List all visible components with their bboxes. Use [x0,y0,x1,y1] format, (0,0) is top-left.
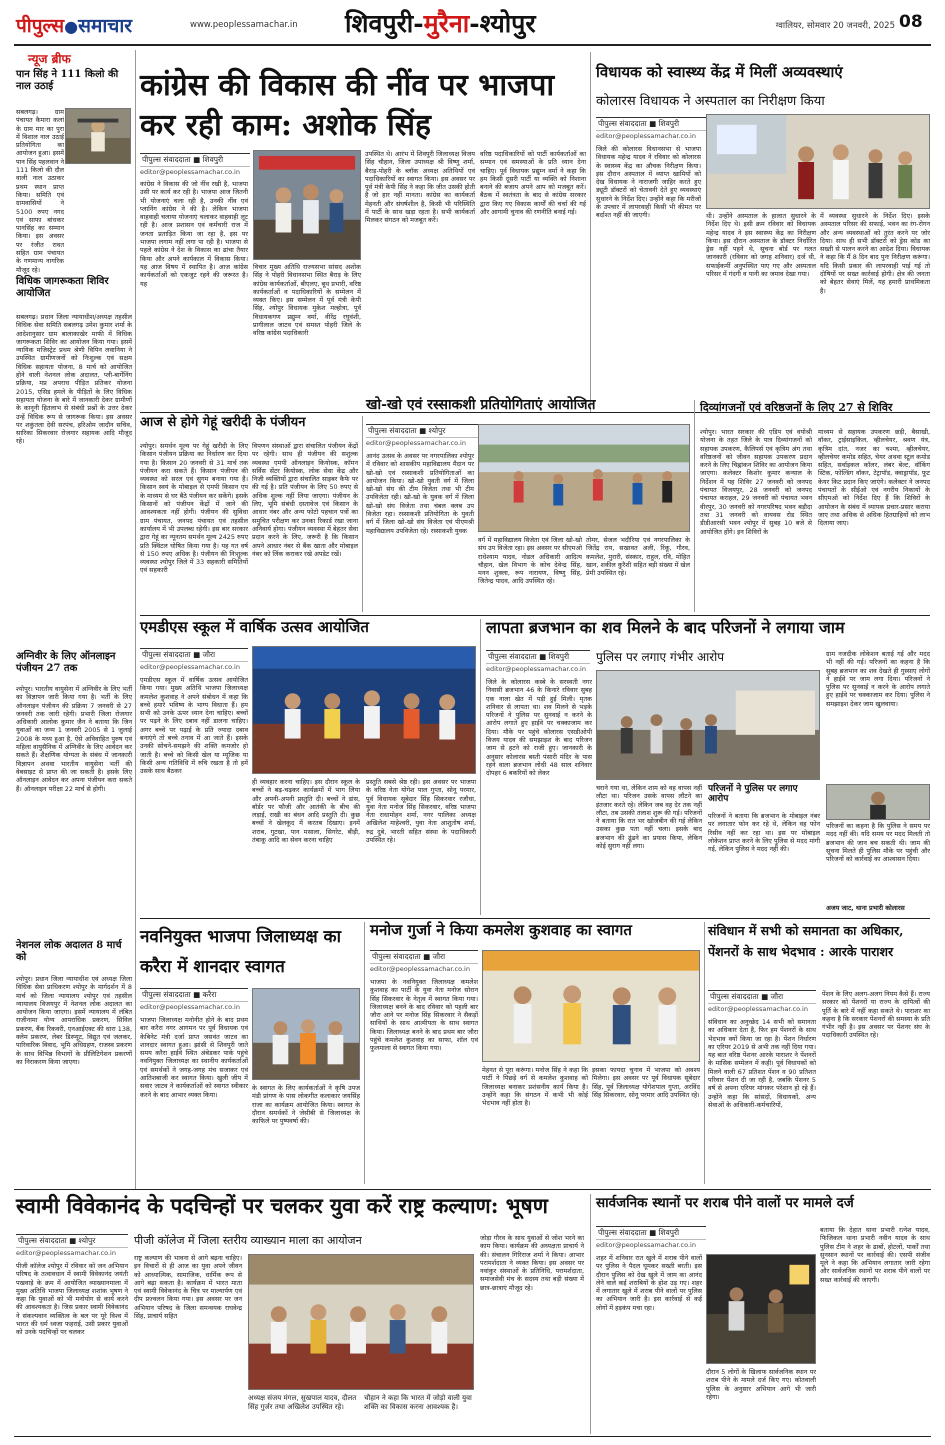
logo-dot: ● [64,17,79,36]
const-col-2: पेंशन के लिए अलग-अलग नियम कैसे हैं। राज्य सरकार को पेंशनरों या राज्य के दायित्वों की पूर्ति के बारे में नहीं कहा सकते थे। पाराशर का कहना है कि सरकार पेंशनरों की समस्या के प्रति गंभीर नहीं है। इस अवसर पर पेंशनर संघ के पदाधिकारी उपस्थित रहे। [822,990,931,1040]
kho-photo [478,424,690,532]
kho-byline: पीपुल्स संवाददाता ■ श्योपुर [366,424,478,438]
kho-headline: खो-खो एवं रस्साकशी प्रतियोगिताएं आयोजित [366,397,596,413]
lead-col-1: कांग्रेस ने विकास की जो नींव रखी है, भाजपा उसी पर कार्य कर रही है। भाजपा आज जितनी भी योजनाएं चला रही है, उनकी नींव एवं प्लानिंग कांग्रेस ने की है। लेकिन भाजपा वाहवाही चलाया योजनाएं चलाकर वाहवाही लूट रही है। आज प्रशासन एवं कर्मचारी राज में जनता प्रताड़ित किया जा रहा है, इस पर भाजपा लगाम नहीं लगा पा रही है। भाजपा से पहले कांग्रेस ने देश के विकास का ढांचा तैयार किया और अपने कार्यकाल में विकास किया। यह आज विषय में स्थापित है। आज कांग्रेस कार्यकर्ताओं को एकजुट रहने की जरूरत है। यह [140,180,248,288]
bjp-email[interactable]: editor@peoplessamachar.co.in [140,1003,240,1011]
mds-photo [252,646,476,774]
body-col-3: ग्राम नजदीक लोकेशन बताई गई और मदद भी नहीं की गई। परिजनों का कहना है कि सुबह ब्रजभान का शव देखते ही गुस्साए लोगों ने हाईवे पर जाम लगा दिया। परिजनों ने पुलिस पर सुनवाई न करने के आरोप लगाते हुए हाईवे पर चक्काजाम कर दिया। पुलिस ने समझाइश देकर जाम खुलवाया। [826,650,930,708]
manoj-divider [704,922,705,1184]
brand-logo[interactable] [16,12,196,38]
kho-col-1: आनंद उत्सव के अवसर पर नगरपालिका श्योपुर में रविवार को शासकीय महाविद्यालय मैदान पर खो-खो एवं रस्साकशी प्रतियोगिताओं का आयोजन किया। खो-खो युवती वर्ग में जिला खो-खो संघ की टीम विजेता तथा भी टीम उपविजेता रही। खो-खो के युवक वर्ग में जिला खो-खो संघ विजेता तथा चंबल क्लब उप विजेता रहा। रस्साकशी प्रतियोगिता के युवती वर्ग में जिला खो-खो संघ विजेता एवं पीएमश्री महाविद्यालय उपविजेता रहे। रस्साकशी युवक [366,452,474,535]
manoj-photo [482,950,700,1062]
brand-name-2: समाचार [78,15,133,37]
lead-col-3: उपस्थित थे। आरंभ में शिवपुरी जिलाध्यक्ष विजय सिंह चौहान, जिला उपाध्यक्ष श्री विष्णु शर्मा, बैराड़-पोहरी के ब्लॉक अध्यक्ष अतिथियों एवं पदाधिकारियों का स्वागत किया। इस अवसर पर पूर्व मंत्री केपी सिंह ने कहा कि जीत उसकी होती है जो हार नहीं मानता। कांग्रेस का कार्यकर्ता मेहनती और संघर्षशील है, किसी भी परिस्थिति में पार्टी के साथ खड़ा रहता है। सभी कार्यकर्ता मिलकर संगठन को मजबूत करें। [365,150,475,225]
body-col-1: जिले के कोलारस कस्बे के सरस्वती नगर निवासी ब्रजभान 46 के किनारे रविवार सुबह एक नाला खेत में पड़ी हुई मिली। मृतक शनिवार से लापता था। शव मिलने से भड़के परिजनों ने पुलिस पर सुनवाई न करने के आरोप लगाते हुए हाईवे पर चक्काजाम कर दिया। मौके पर पहुंचे कोलारस एसडीओपी विजय यादव की समझाइश के बाद परिजन जाम से हटने को राजी हुए। जानकारी के अनुसार कोलारस बस्ती पंसारी मंदिर के पास रहने वाला ब्रजभान लोधी 48 साल शनिवार दोपहर 6 बकरियों को लेकर [486,678,592,778]
lead-headline: कांग्रेस की विकास की नींव पर भाजपा कर रही काम: अशोक सिंह [140,68,555,143]
mds-byline: पीपुल्स संवाददाता ■ जौरा [140,648,248,662]
section-title [345,8,615,42]
vivek-caption-2: चौहान ने कहा कि भारत में जोड़ो वाली युवा शक्ति का विकास करना आवश्यक है। [364,1394,472,1411]
brief-2-body: सबलगढ़। प्रधान जिला न्यायाधीश/अध्यक्ष तहसील विधिक सेवा समिति सबलगढ़ उमेश कुमार शर्मा के आदेशानुसार ग्राम बालाकाखेर माफी में विधिक जागरूकता शिविर का आयोजन किया गया। इसमें न्यायिक मजिस्ट्रेट प्रथम श्रेणी विपिन लवानिया ने उपस्थित ग्रामीणजनों को निःशुल्क एवं सक्षम विधिक सहायता योजना, 8 मार्च को आयोजित होने वाली नेशनल लोक अदालत, प्ली-बार्गेनिंग प्रक्रिया, मप्र अपराध पीड़ित प्रतिकर योजना 2015, एसिड हमले के पीड़ितों के लिए विधिक सहायता योजना के बारे में जानकारी देकर ग्रामीणों के कानूनी हितलाभ से संबंधी प्रश्नों के उत्तर देकर उन्हें विधिक रूप से जागरूक किया। इस अवसर पर शकुंतला देवी सरपंच, हरिओम जादौन सचिव, सारिका सिकरवार रोजगार सहायक आदि मौजूद रहे। [16,313,132,446]
manoj-col-3: इसका फायदा चुनाव में भाजपा को अवश्य मिलेगा। इस अवसर पर पूर्व विधायक सूबेदार सिंह, पूर्व जिलाध्यक्ष योगेशपाल गुप्ता, अरविंद सिंह सिकरवार, सोनू परमार आदि उपस्थित रहे। [592,1066,700,1099]
vivek-headline: स्वामी विवेकानंद के पदचिन्हों पर चलकर युवा करें राष्ट्र कल्याण: भूषण [16,1193,548,1218]
vivek-byline: पीपुल्स संवाददाता ■ श्योपुर [16,1234,128,1248]
body-sidebar-head: परिजनों ने पुलिस पर लगाए आरोप [708,784,798,805]
lead-email[interactable]: editor@peoplessamachar.co.in [140,168,240,176]
brief-2-headline: विधिक जागरूकता शिविर आयोजित [16,276,109,299]
vivek-col-2: राष्ट्र कल्याण की भावना से आगे बढ़ना चाहिए। इन विचारों से ही आज का युवा अपने जीवन को आध्यात्मिक, सामाजिक, धार्मिक रूप से आगे बढ़ा सकता है। कार्यक्रम में भारत माता एवं स्वामी विवेकानंद के चित्र पर माल्यार्पण एवं दीप प्रज्वलन किया गया। इस अवसर पर जन अभियान परिषद के जिला समन्वयक राघवेन्द्र सिंह, प्राचार्य सहित [134,1254,242,1321]
masthead-rule [14,44,931,46]
body-subhead: पुलिस पर लगाए गंभीर आरोप [596,650,725,664]
body-sidebar [708,784,820,914]
row-rule-3 [140,918,930,919]
brief-3-body: श्योपुर। भारतीय वायुसेना में अग्निवीर के लिए भर्ती का विज्ञापन जारी किया गया है। भर्ती के लिए ऑनलाइन पंजीयन की प्रक्रिया 7 जनवरी से 27 जनवरी तक जारी रहेगी। प्रभारी जिला रोजगार अधिकारी आलोक कुमार जैन ने बताया कि जिन युवाओं का जन्म 1 जनवरी 2005 से 1 जुलाई 2008 के मध्य हुआ है, ऐसे अविवाहित पुरुष एवं महिला वायुसैनिक में अग्निवीर के लिए आवेदन कर सकते हैं। शैक्षणिक योग्यता के संबंध में जानकारी विज्ञापन अथवा भारतीय वायुसेना भर्ती की वेबसाइट से प्राप्त की जा सकती है। इसके लिए ऑनलाइन आवेदन कर अपना पंजीयन करा सकते हैं। ऑनलाइन परीक्षा 22 मार्च से होगी। [16,685,132,793]
brief-4-headline: नेशनल लोक अदालत 8 मार्च को [16,940,122,963]
body-email[interactable]: editor@peoplessamachar.co.in [486,665,586,673]
vivek-col-1: पीजी कॉलेज श्योपुर में रविवार को जन अभियान परिषद के तत्वावधान में स्वामी विवेकानंद जयंती पखवाड़े के क्रम में आयोजित व्याख्यानमाला में मुख्य अतिथि भाजपा जिलाध्यक्ष शशांक भूषण ने कहा कि युवाओं को भी मनोयोग से कार्य करने की आवश्यकता है। जिस प्रकार स्वामी विवेकानंद ने संकल्पवान व्यक्तित्व के बल पर पूरे विश्व में भारत की धर्म ध्वजा फहराई, उसी प्रकार युवाओं को उनके पदचिन्हों पर चलकर [16,1262,128,1337]
vivek-caption-1: अध्यक्ष संजय मंगल, सुखपाल यादव, दौलत सिंह गुर्जर तथा अखिलेश उपस्थित रहे। [248,1394,357,1411]
manoj-email[interactable]: editor@peoplessamachar.co.in [370,965,470,973]
kho-divider [694,400,695,612]
body-headline: लापता ब्रजभान का शव मिलने के बाद परिजनों ने लगाया जाम [486,618,845,637]
region-morena: मुरैना [423,9,470,38]
vivek-divider [590,1194,591,1434]
bjp-byline: पीपुल्स संवाददाता ■ करैरा [140,988,248,1002]
body-photo [596,670,820,780]
bjp-headline: नवनियुक्त भाजपा जिलाध्यक्ष का करैरा में शानदार स्वागत [140,927,342,977]
brief-tag: न्यूज ब्रीफ [28,52,71,66]
camp-col-1: श्योपुर। भारत सरकार की एडिप एवं वयोश्री योजना के तहत जिले के पात्र दिव्यांगजनों को सहायक उपकरण, कैलिपर्स एवं कृत्रिम अंग तथा वरिष्ठजनों को जीवन सहायक उपकरण प्रदान करने के लिए चिह्नांकन शिविर का आयोजन किया जाएगा। कलेक्टर किशोर कुमार कन्याल के निर्देशन में यह शिविर 27 जनवरी को जनपद पंचायत विजयपुर, 28 जनवरी को जनपद पंचायत कराहल, 29 जनवरी को पंचायत भवन वीरपुर, 30 जनवरी को नगरपरिषद भवन बड़ौदा तथा 31 जनवरी को वायवस रोड स्थित डीडीआरसी भवन श्योपुर में सुबह 10 बजे से आयोजित होंगे। इन शिविरों के [700,428,813,536]
mds-email[interactable]: editor@peoplessamachar.co.in [140,663,240,671]
bjp-photo [252,988,360,1080]
page-number: 08 [899,12,923,32]
vivek-email[interactable]: editor@peoplessamachar.co.in [16,1249,116,1257]
vivek-subhead: पीजी कॉलेज में जिला स्तरीय व्याख्यान माला का आयोजन [134,1234,362,1247]
brief-1-headline: पान सिंह ने 111 किलो की नाल उठाई [16,69,119,92]
wheat-headline: आज से होगे गेहूं खरीदी के पंजीयन [140,415,306,430]
mds-headline: एमडीएस स्कूल में वार्षिक उत्सव आयोजित [140,618,369,636]
wheat-col-2: विपणन संस्थाओं द्वारा संचालित पंजीयन केंद्रों पर रहेगी। साथ ही पंजीयन की सशुल्क व्यवस्था एमपी ऑनलाइन कियोस्क, कॉमन सर्विस सेंटर कियोस्क, लोक सेवा केंद्र और निजी व्यक्तियों द्वारा संचालित साइबर कैफे पर की गई है। प्रति पंजीयन के लिए 50 रुपए से अधिक शुल्क नहीं लिया जाएगा। पंजीयन के लिए, भूमि संबंधी दस्तावेज एवं किसान के आधार नंबर और अन्य फोटो पहचान पत्रों का समुचित परीक्षण कर उनका रिकार्ड रखा जाना अनिवार्य होगा। पंजीयन व्यवस्था में बेहतर सेवा प्रदान करने के लिए, जरूरी है कि किसान अपने आधार नंबर से बैंक खाता और मोबाइल नंबर को लिंक कराकर रखे अपडेट रखें। [252,442,358,558]
brief-1-body: सबलगढ़। ग्राम पंचायत कैमारा कलां के ग्राम मार का पुरा में विशाल नाल उठाई प्रतियोगिता का आयोजन हुआ। इसमें पान सिंह पहलवान ने 111 किलो की दौल वाली नाल उठाकर प्रथम स्थान प्राप्त किया। समिति एवं ग्रामवासियों ने 5100 रुपए नगद एवं साफा बांधकर पानसिंह का सम्मान किया। इस अवसर पर रंजीत रावत सहित ग्राम पंचायत के गणमान्य नागरिक मौजूद रहे। [16,108,64,274]
row-rule-4 [14,1189,931,1190]
bjp-col-2: के स्वागत के लिए कार्यकर्ताओं ने कृषि उपज मंडी प्रांगण के पास लोकगीत कलाकार जयसिंह राजा का कार्यक्रम आयोजित किया। स्वागत के दौरान समर्थकों ने जेसीबी से जिलाध्यक्ष के काफिले पर पुष्पवर्षा की। [252,1084,360,1126]
mds-col-2: ही व्यवहार करना चाहिए। इस दौरान स्कूल के बच्चों ने बढ़-चढ़कर कार्यक्रमों में भाग लिया और अपनी-अपनी प्रस्तुति दी। बच्चों ने डांस, बॉर्डर पर फौजी और आतंकी के बीच की लड़ाई, राखी का बंधन आदि प्रस्तुति दी। कुछ बच्चों ने खेलकूद में करतब दिखाए। इनमें शराब, गुटखा, पान मसाला, सिगरेट, बीड़ी, तंबाकू आदि का सेवन करना चाहिए [252,778,360,845]
lead-photo [253,150,361,260]
vivek-col-3: जोड़ा गौरव के साथ युवाओं से जोश भरने का काम किया। कार्यक्रम की अध्यक्षता प्राचार्य ने की। संचालन गिरिराज शर्मा ने किया। आभार परामर्शदाता ने व्यक्त किया। इस अवसर पर नवांकुर संस्थाओं के प्रतिनिधि, परामर्शदाता, समाजसेवी मंच के सदस्य तथा बड़ी संख्या में छात्र-छात्राएं मौजूद रहे। [480,1234,584,1292]
hosp-email[interactable]: editor@peoplessamachar.co.in [596,132,696,140]
brief-1-photo [65,108,131,164]
liquor-col-2: दौरान 5 लोगों के खिलाफ सार्वजनिक स्थान पर शराब पीने के मामले दर्ज किए गए। कोतवाली पुलिस के अनुसार अभियान आगे भी जारी रहेगा। [706,1368,816,1401]
vivek-photo [248,1254,474,1390]
hosp-subhead: कोलारस विधायक ने अस्पताल का निरीक्षण किया [596,94,825,109]
mds-col-3: प्रस्तुति सबसे श्रेष्ठ रही। इस अवसर पर भाजपा के वरिष्ठ नेता योगेश पाल गुप्ता, सोनू परमार, पूर्व विधायक सूबेदार सिंह सिकरवार रजौधा, युवा नेता मनोज सिंह सिकरवार, वरिष्ठ भाजपा नेता राधामोहन शर्मा, नगर पालिका अध्यक्ष अखिलेश माहेश्वरी, युवा नेता आशुतोष शर्मा, रुद्र दुबे, भारती सहित संस्था के पदाधिकारी उपस्थित रहे। [366,778,476,845]
brand-name: पीपुल्स [16,15,65,37]
camp-headline: दिव्यांगजनों एवं वरिष्ठजनों के लिए 27 से शिविर [700,401,893,414]
liquor-photo [706,1254,816,1364]
body-byline: पीपुल्स संवाददाता ■ शिवपुरी [486,650,590,664]
site-url[interactable]: www.peoplessamachar.in [190,20,298,30]
const-email[interactable]: editor@peoplessamachar.co.in [708,1005,808,1013]
footer-rule [14,1436,931,1437]
kho-col-3: तोमर, सेजल भदौरिया एवं नगरपालिका के जितेंद्र राय, सखावत अली, रिंकू, गौरव, कमलेश, मुरारी, संस्कार, राहुल, रवि, मोहित खान, शकील कुरैशी सहित बड़ी संख्या में खेल प्रेमी उपस्थित रहे। [586,536,690,578]
dateline: ग्वालियर, सोमवार 20 जनवरी, 2025 [775,21,895,31]
brief-divider [135,50,136,1190]
liquor-byline: पीपुल्स संवाददाता ■ शिवपुरी [596,1226,706,1240]
brief-4-body: श्योपुर। प्रधान जिला न्यायाधीश एवं अध्यक्ष जिला विधिक सेवा प्राधिकरण श्योपुर के मार्गदर्शन में 8 मार्च को जिला न्यायालय श्योपुर एवं तहसील न्यायालय विजयपुर में नेशनल लोक अदालत का आयोजन किया जाएगा। इसमें न्यायालय में लंबित राजीनामा योग्य आपराधिक प्रकरण, सिविल प्रकरण, बैंक रिकवरी, एनआईएक्ट की धारा 138, क्लेम प्रकरण, लेबर डिस्प्यूट, विद्युत एवं जलकर, पारिवारिक विवाद, भूमि अधिग्रहण, राजस्व प्रकरण के साथ विभिन्न विभागों के प्रीलिटिगेशन प्रकरणों का निराकरण किया जाएगा। [16,975,132,1066]
camp-col-2: माध्यम से सहायक उपकरण छड़ी, बैसाखी, वॉकर, ट्राईसाइकिल, व्हीलचेयर, श्रवण यंत्र, कृत्रिम दांत, नजर का चश्मा, व्हीलचेयर, व्हीलचेयर कमोड सहित, चेयर अथवा स्टूल कमोड सहित, सर्वाइकल कॉलर, लंबर बेल्ट, वॉकिंग स्टिक, फोल्डिंग वॉकर, टेट्रापॉड, क्वाड्रापॉड, फूट केयर किट प्रदान किए जाएंगे। कलेक्टर ने जनपद पंचायतों के सीईओ एवं नगरीय निकायों के सीएमओ को निर्देश दिए हैं कि शिविरों के आयोजन के संबंध में व्यापक प्रचार-प्रसार कराया जाए तथा अधिक से अधिक हितग्राहियों को लाभ दिलाया जाए। [818,428,930,528]
kho-email[interactable]: editor@peoplessamachar.co.in [366,439,466,447]
manoj-col-2: मेहनत से पूरा करूंगा। मनोज सिंह ने कहा कि पार्टी ने पिछड़े वर्ग से कमलेश कुशवाह को जिलाध्यक्ष बनाकर प्रशंसनीय कार्य किया है। उन्होंने कहा कि संगठन में कभी भी कोई भेदभाव नहीं होता है। [482,1066,588,1108]
body-col-4: परिजनों का कहना है कि पुलिस ने समय पर मदद नहीं की। यदि समय पर मदद मिलती तो ब्रजभान की जान बच सकती थी। जाम की सूचना मिलते ही पुलिस मौके पर पहुंची और परिजनों को कार्रवाई का आश्वासन दिया। [826,822,930,864]
lead-col-5: जिले की कोलारस विधानसभा से भाजपा विधायक महेन्द्र यादव ने रविवार को कोलारस के स्वास्थ्य केंद्र का औचक निरीक्षण किया। इस दौरान अस्पताल में व्याप्त खामियों को देख विधायक ने नाराजगी जाहिर करते हुए ड्यूटी डॉक्टरों को चेतावनी देते हुए व्यवस्थाएं सुधारने के निर्देश दिए। उन्होंने कहा कि मरीजों के उपचार में लापरवाही किसी भी कीमत पर बर्दाश्त नहीं की जाएगी। [596,145,701,220]
liquor-email[interactable]: editor@peoplessamachar.co.in [596,1241,696,1249]
liquor-headline: सार्वजनिक स्थानों पर शराब पीने वालों पर मामले दर्ज [596,1195,854,1211]
hosp-photo [706,114,930,209]
region-sheopur: -श्योपुर [469,9,536,38]
lead-divider [590,52,591,412]
row-rule-2 [140,615,930,616]
hosp-col-2: में व्यवस्था सुधारने के निर्देश दिए। इसके अस्पताल परिसर की सफाई, भवन का रंग-रोगन और अन्य व्यवस्थाओं को तुरंत करने पर जोर दिया। साथ ही सभी डॉक्टरों को ड्रेस कोड का सख्ती से पालन करने का आदेश दिया। विधायक ने कहा कि मैं 8 दिन बाद पुनः निरीक्षण करूंगा। यदि किसी प्रकार की लापरवाही पाई गई तो दोषियों पर सख्त कार्रवाई होगी। क्षेत्र की जनता को बेहतर सेवाएं मिलें, यह हमारी प्राथमिकता है। [820,212,930,295]
bjp-col-1: भाजपा जिलाध्यक्ष मनोनीत होने के बाद प्रथम बार करैरा नगर आगमन पर पूर्व विधायक एवं केबिनेट मंत्री दर्जा प्राप्त जसवंत जाटव का शानदार स्वागत हुआ। झांसी से शिवपुरी जाते समय करैरा हाईवे स्थित अंबेडकर पार्क पहुंचे नवनियुक्त जिलाध्यक्ष का स्थानीय कार्यकर्ताओं एवं समर्थकों ने जगह-जगह मंच सजाकर एवं आतिशबाजी कर स्वागत किया। खुली जीप में सवार जाटव ने कार्यकर्ताओं को स्वागत स्वीकार करने के बाद आभार व्यक्त किया। [140,1016,248,1099]
hosp-byline: पीपुल्स संवाददाता ■ शिवपुरी [596,117,706,131]
manoj-byline: पीपुल्स संवाददाता ■ जौरा [370,950,478,964]
mds-divider [480,619,481,915]
lead-col-2: विचार मुख्य अतिथि राज्यसभा सांसद अशोक सिंह ने पोहरी विधानसभा स्थित बैराड़ के लिए कांग्रेस कार्यकर्ताओं, बीएलए, बूथ प्रभारी, वरिष्ठ कार्यकर्ताओं व पदाधिकारियों के सम्मेलन में व्यक्त किए। इस सम्मेलन में पूर्व मंत्री केपी सिंह, श्योपुर विधायक मुकेश मल्होत्रा, पूर्व विधायकगण प्रद्युम्न वर्मा, वीरेंद्र रघुवंशी, प्रागीलाल जाटव एवं समस्त पोहरी जिले के वरिष्ठ कांग्रेस पदाधिकारी [253,263,361,338]
hosp-col-1: थी। उन्होंने अस्पताल के हालात सुधारने के निर्देश दिए थे। इसी क्रम रविवार को विधायक महेन्द्र यादव ने इस स्वास्थ्य केंद्र का निरीक्षण किया। इस दौरान अस्पताल के डॉक्टर निर्धारित ड्रेस नहीं पहने थे, सूचना बोर्ड पर गलत जानकारी (रविवार को जगह शनिवार) दर्ज थी, सफाईकर्मी अनुपस्थित पाए गए और अस्पताल परिसर में गंदगी व पानी का जमाव देखा गया। [706,212,816,279]
const-headline: संविधान में सभी को समानता का अधिकार, पेंशनरों के साथ भेदभाव : आरके पाराशर [708,923,904,959]
manoj-headline: मनोज गुर्जा ने किया कमलेश कुशवाह का स्वागत [370,921,632,939]
liquor-col-3: बताया कि देहात थाना प्रभारी रत्नेश यादव, फिजिकल थाना प्रभारी नवीन यादव के साथ पुलिस टीम ने शहर के ढाबों, होटलों, पार्कों तथा सुनसान स्थानों पर कार्रवाई की। एसपी संजीव मूले ने कहा कि अभियान लगातार जारी रहेगा और सार्वजनिक स्थानों पर शराब पीने वालों पर सख्त कार्रवाई की जाएगी। [820,1226,930,1284]
mds-col-1: एमडीएस स्कूल में वार्षिक उत्सव आयोजित किया गया। मुख्य अतिथि भाजपा जिलाध्यक्ष कमलेश कुशवाह ने अपने संबोधन में कहा कि बच्चे हमारे भविष्य के भाग्य विधाता हैं। हम सभी को उनके ऊपर ध्यान देना चाहिए। बच्चों पर पढ़ने के लिए दबाव नहीं डालना चाहिए। अगर बच्चे पर पढ़ाई के प्रति ज्यादा दबाव बनाएंगे तो बच्चे तनाव में आ जाते हैं। इसके उनकी सोचने-समझने की शक्ति कमजोर हो जाती है। बच्चे को किसी खेल या म्यूजिक या किसी अन्य गतिविधि में रुचि रखता है तो हमें उसके साथ बैठकर [140,676,248,776]
body-photo-2 [826,784,930,820]
manoj-col-1: भाजपा के नवनियुक्त जिलाध्यक्ष कमलेश कुशवाह का पार्टी के युवा नेता मनोज सोरान सिंह सिकरवार के नेतृत्व में स्वागत किया गया। जिलाध्यक्ष बनने के बाद रविवार को पहली बार जौरा आने पर मनोज सिंह सिकरवार ने सैकड़ों साथियों के साथ आत्मीयता के साथ स्वागत किया। जिलाध्यक्ष बनने के बाद प्रथम बार जौरा पहुंचे कमलेश कुशवाह का साफा, शॉल एवं फूलमाला से स्वागत किया गया। [370,978,478,1053]
body-col-4b: अजय जाट, थाना प्रभारी कोलारस [826,904,905,912]
liquor-col-1: शहर में शनिवार रात खुले में शराब पीने वालों पर पुलिस ने पैदल घूमकर सख्ती बरती। इस दौरान पुलिस को देख खुले में जाम का आनंद लेने वाले कई शराबियों के होश उड़ गए। शहर में लगातार खुले में शराब पीने वालों पर पुलिस का अभियान जारी है। इस कार्रवाई से कई लोगों में हड़कंप मचा रहा। [596,1254,702,1312]
wheat-divider [362,416,363,612]
hosp-headline: विधायक को स्वास्थ्य केंद्र में मिलीं अव्यवस्थाएं [596,63,843,81]
kho-col-2: वर्ग में महाविद्यालय विजेता एवं जिला खो-खो संघ उप विजेता रहा। इस अवसर पर सीएमओ राधेश्याम यादव, नोडल अधिकारी आदित्य चौहान, खेल विभाग के कोच देवेन्द्र सिंह, मनन शुक्ला, रूप नारायण, विष्णु सिंह, जितेन्द्र यादव, आदि उपस्थित रहे। [478,536,582,586]
lead-col-4: वरिष्ठ पदाधिकारियों को पार्टी कार्यकर्ताओं का सम्मान एवं समस्याओं के प्रति ध्यान देना चाहिए। पूर्व विधायक प्रद्युम्न वर्मा ने कहा कि हम किसी दूसरी पार्टी या व्यक्ति को निशाना बनाने की बजाय अपने आप को मजबूत करें। बैठक में स्वतंत्रता के बाद से कांग्रेस सरकार द्वारा किए गए विकास कार्यों की चर्चा की गई और आगामी चुनाव की रणनीति बनाई गई। [480,150,586,217]
region-shivpuri: शिवपुरी- [345,9,424,38]
body-sidebar-text: परिजनों ने बताया कि ब्रजभान के मोबाइल नंबर पर लगातार फोन कर रहे थे, लेकिन वह फोन रिसीव नहीं कर रहा था। इस पर मोबाइल लोकेशन प्राप्त करने के लिए पुलिस से मदद मांगी गई, लेकिन पुलिस ने मदद नहीं की। [708,812,820,854]
const-byline: पीपुल्स संवाददाता ■ जौरा [708,990,816,1004]
const-col-1: संविधान का अनुच्छेद 14 सभी को समानता का अधिकार देता है, फिर हम पेंशनरों के साथ भेदभाव क्यों किया जा रहा है। पेंशन निर्धारण का एरियर 2019 से अभी तक नहीं दिया गया। यह बात वरिष्ठ पेंशनर आरके पाराशर ने पेंशनरों के मासिक सम्मेलन में कही। पूर्व विधायकों को मिलने वाली 67 प्रतिशत पेंशन व 90 प्रतिशत परिवार पेंशन दी जा रही है, जबकि पेंशनर 5 वर्ष से अपना एरियर मांगकर परेशान हो रहे हैं। उन्होंने कहा कि सांसदों, विधायकों, अन्य सेवाओं के अधिकारी-कर्मचारियों, [708,1018,816,1109]
brief-3-headline: अग्निवीर के लिए ऑनलाइन पंजीयन 27 तक [16,651,116,674]
wheat-col-1: श्योपुर। समर्थन मूल्य पर गेहूं खरीदी के लिए किसान पंजीयन प्रक्रिया का निर्धारण कर दिया गया है। किसान 20 जनवरी से 31 मार्च तक पंजीयन करा सकते हैं। किसान पंजीयन की व्यवस्था को सरल एवं सुगम बनाया गया है। किसान स्वयं के मोबाइल से एमपी किसान एप के माध्यम से घर बैठे पंजीयन कर सकेंगे। इसके किसानों को पंजीयन केंद्रों में जाने की आवश्यकता नहीं होगी। पंजीयन की सुविधा ग्राम पंचायत, जनपद पंचायत एवं तहसील कार्यालय में भी उपलब्ध रहेगी। इस बार सरकार द्वारा गेहूं का न्यूनतम समर्थन मूल्य 2425 रुपए प्रति क्विंटल घोषित किया गया है। यह गत वर्ष से 150 रुपए अधिक है। पंजीयन की निःशुल्क व्यवस्था श्योपुर जिले में 33 सहकारी समितियों एवं सहकारी [140,442,248,575]
body-col-2: चराने गया था, लेकिन शाम को वह वापस नहीं लौटा था। परिजन उसके वापस लौटने का इंतजार करते रहे। लेकिन जब वह देर तक नहीं लौटा, तब उसकी तलाश शुरू की गई। परिजनों ने बताया कि रात भर खोजबीन की गई लेकिन उसका कुछ पता नहीं चला। इसके बाद ब्रजभान की ढूंढने का प्रयास किया, लेकिन कोई सुराग नहीं लगा। [596,784,702,851]
bjp-divider [364,922,365,1184]
lead-byline: पीपुल्स संवाददाता ■ शिवपुरी [140,153,250,167]
